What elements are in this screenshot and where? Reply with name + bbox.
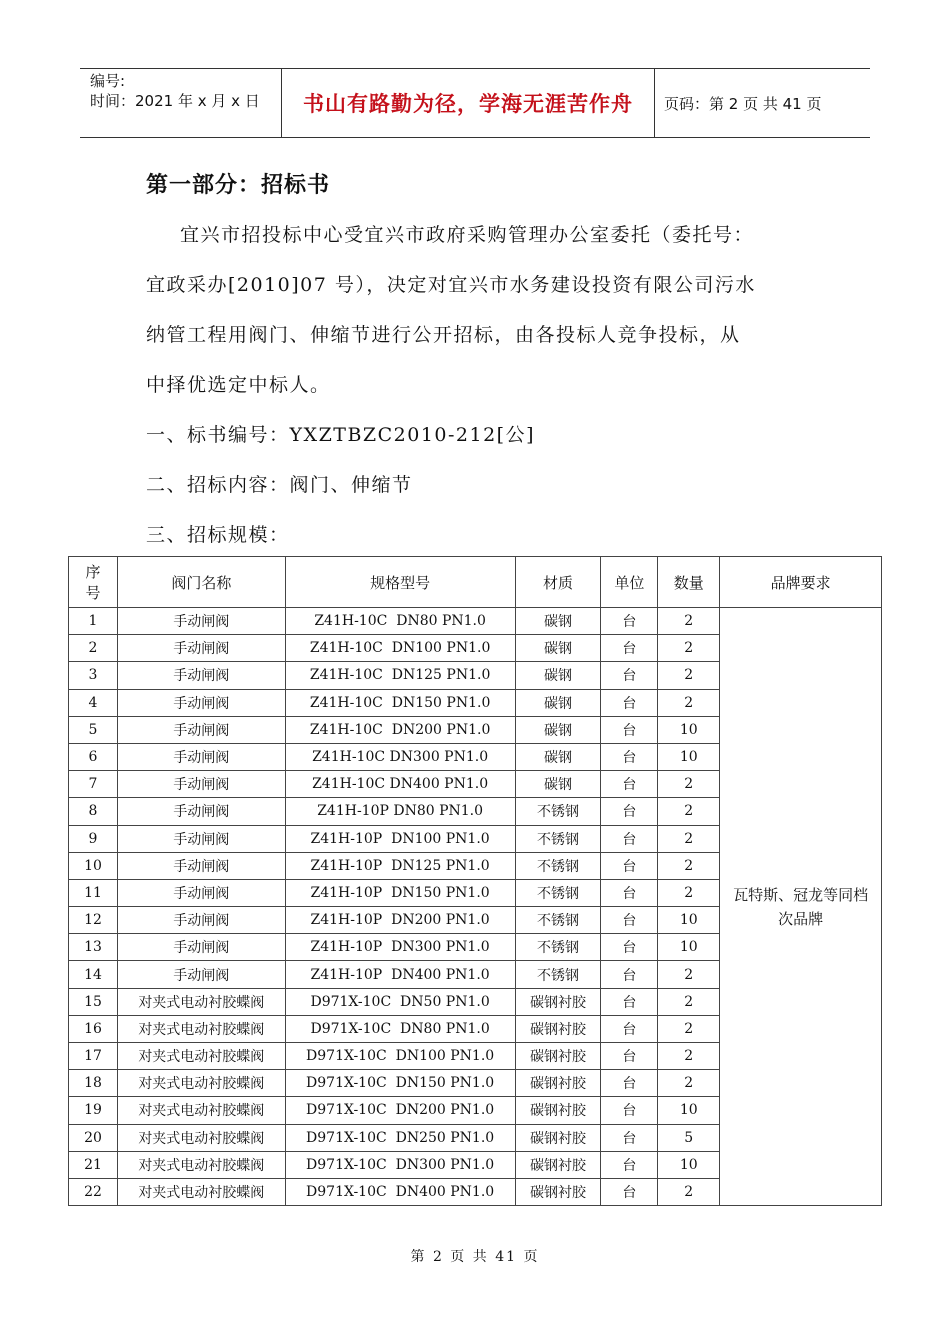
bid-content-item: 二、招标内容：阀门、伸缩节 [146,474,413,496]
cell-valve-name: 对夹式电动衬胶蝶阀 [117,1097,285,1124]
cell-valve-name: 手动闸阀 [117,716,285,743]
cell-valve-name: 对夹式电动衬胶蝶阀 [117,1124,285,1151]
cell-valve-name: 对夹式电动衬胶蝶阀 [117,1178,285,1205]
col-header-material: 材质 [515,557,601,608]
cell-quantity: 10 [658,716,720,743]
table-header-row [69,557,882,608]
cell-valve-name: 手动闸阀 [117,743,285,770]
cell-quantity: 2 [658,879,720,906]
cell-material: 碳钢 [515,662,601,689]
cell-unit: 台 [601,1178,658,1205]
cell-quantity: 2 [658,662,720,689]
cell-material: 碳钢 [515,635,601,662]
cell-valve-name: 对夹式电动衬胶蝶阀 [117,1015,285,1042]
header-motto: 书山有路勤为径，学海无涯苦作舟 [282,69,655,137]
document-time: 时间：2021 年 x 月 x 日 [90,92,260,110]
cell-valve-name: 手动闸阀 [117,934,285,961]
cell-index: 18 [69,1070,118,1097]
cell-valve-name: 手动闸阀 [117,771,285,798]
cell-spec: Z41H-10P DN150 PN1.0 [285,879,515,906]
page-footer: 第 2 页 共 41 页 [410,1249,540,1265]
cell-unit: 台 [601,798,658,825]
cell-index: 2 [69,635,118,662]
cell-index: 14 [69,961,118,988]
cell-index: 22 [69,1178,118,1205]
cell-valve-name: 手动闸阀 [117,635,285,662]
cell-unit: 台 [601,662,658,689]
cell-quantity: 10 [658,1097,720,1124]
cell-unit: 台 [601,1043,658,1070]
cell-unit: 台 [601,1097,658,1124]
cell-material: 碳钢衬胶 [515,1178,601,1205]
header-meta [80,69,282,137]
intro-paragraph [146,210,826,410]
cell-quantity: 2 [658,852,720,879]
cell-unit: 台 [601,988,658,1015]
cell-spec: D971X-10C DN80 PN1.0 [285,1015,515,1042]
cell-index: 21 [69,1151,118,1178]
cell-quantity: 10 [658,1151,720,1178]
cell-spec: D971X-10C DN200 PN1.0 [285,1097,515,1124]
cell-spec: Z41H-10P DN125 PN1.0 [285,852,515,879]
cell-valve-name: 对夹式电动衬胶蝶阀 [117,1043,285,1070]
cell-quantity: 2 [658,1178,720,1205]
cell-index: 7 [69,771,118,798]
section-title: 第一部分：招标书 [146,172,331,198]
cell-spec: Z41H-10C DN200 PN1.0 [285,716,515,743]
cell-material: 不锈钢 [515,852,601,879]
cell-spec: Z41H-10P DN100 PN1.0 [285,825,515,852]
cell-index: 17 [69,1043,118,1070]
cell-index: 10 [69,852,118,879]
intro-line: 宜政采办[2010]07 号），决定对宜兴市水务建设投资有限公司污水 [146,274,756,296]
col-header-index: 序号 [69,557,118,608]
cell-index: 15 [69,988,118,1015]
cell-material: 碳钢 [515,716,601,743]
cell-valve-name: 手动闸阀 [117,852,285,879]
cell-quantity: 2 [658,988,720,1015]
cell-quantity: 2 [658,608,720,635]
col-header-spec: 规格型号 [285,557,515,608]
cell-spec: Z41H-10C DN300 PN1.0 [285,743,515,770]
cell-spec: D971X-10C DN100 PN1.0 [285,1043,515,1070]
cell-quantity: 2 [658,798,720,825]
cell-spec: D971X-10C DN50 PN1.0 [285,988,515,1015]
cell-valve-name: 手动闸阀 [117,798,285,825]
cell-quantity: 2 [658,1043,720,1070]
cell-quantity: 10 [658,907,720,934]
cell-index: 20 [69,1124,118,1151]
cell-spec: Z41H-10P DN300 PN1.0 [285,934,515,961]
cell-material: 碳钢 [515,771,601,798]
page-header [80,68,870,138]
cell-index: 8 [69,798,118,825]
cell-index: 19 [69,1097,118,1124]
cell-unit: 台 [601,716,658,743]
cell-quantity: 2 [658,1015,720,1042]
cell-material: 碳钢衬胶 [515,1043,601,1070]
cell-spec: Z41H-10P DN80 PN1.0 [285,798,515,825]
cell-material: 碳钢衬胶 [515,1151,601,1178]
intro-line: 中择优选定中标人。 [146,374,331,396]
cell-unit: 台 [601,825,658,852]
cell-quantity: 2 [658,1070,720,1097]
cell-unit: 台 [601,1124,658,1151]
cell-unit: 台 [601,1151,658,1178]
cell-material: 碳钢 [515,743,601,770]
cell-brand-requirement: 瓦特斯、冠龙等同档次品牌 [720,608,882,1206]
cell-material: 不锈钢 [515,825,601,852]
cell-unit: 台 [601,852,658,879]
cell-material: 不锈钢 [515,798,601,825]
cell-quantity: 10 [658,934,720,961]
cell-valve-name: 手动闸阀 [117,825,285,852]
header-page-code: 页码：第 2 页 共 41 页 [664,94,822,113]
cell-unit: 台 [601,907,658,934]
cell-spec: Z41H-10C DN125 PN1.0 [285,662,515,689]
cell-spec: Z41H-10P DN200 PN1.0 [285,907,515,934]
cell-spec: Z41H-10C DN150 PN1.0 [285,689,515,716]
cell-quantity: 2 [658,635,720,662]
cell-material: 不锈钢 [515,934,601,961]
document-number-label: 编号: [90,72,126,90]
cell-unit: 台 [601,689,658,716]
cell-index: 4 [69,689,118,716]
cell-valve-name: 对夹式电动衬胶蝶阀 [117,1151,285,1178]
cell-unit: 台 [601,743,658,770]
col-header-valve-name: 阀门名称 [117,557,285,608]
cell-unit: 台 [601,1070,658,1097]
cell-index: 12 [69,907,118,934]
col-header-quantity: 数量 [658,557,720,608]
valve-table [68,556,882,1206]
cell-material: 碳钢衬胶 [515,1070,601,1097]
cell-valve-name: 手动闸阀 [117,689,285,716]
cell-quantity: 2 [658,771,720,798]
cell-index: 16 [69,1015,118,1042]
col-header-brand: 品牌要求 [720,557,882,608]
cell-spec: D971X-10C DN150 PN1.0 [285,1070,515,1097]
intro-line: 宜兴市招投标中心受宜兴市政府采购管理办公室委托（委托号： [180,224,755,246]
cell-unit: 台 [601,771,658,798]
cell-quantity: 2 [658,825,720,852]
cell-index: 11 [69,879,118,906]
cell-index: 6 [69,743,118,770]
cell-spec: Z41H-10P DN400 PN1.0 [285,961,515,988]
cell-unit: 台 [601,961,658,988]
cell-unit: 台 [601,934,658,961]
cell-unit: 台 [601,879,658,906]
cell-material: 碳钢衬胶 [515,1124,601,1151]
intro-line: 纳管工程用阀门、伸缩节进行公开招标，由各投标人竞争投标，从 [146,324,741,346]
cell-quantity: 5 [658,1124,720,1151]
cell-quantity: 2 [658,689,720,716]
cell-quantity: 2 [658,961,720,988]
cell-material: 碳钢 [515,689,601,716]
cell-material: 不锈钢 [515,907,601,934]
cell-spec: Z41H-10C DN400 PN1.0 [285,771,515,798]
cell-index: 3 [69,662,118,689]
cell-material: 不锈钢 [515,961,601,988]
cell-index: 9 [69,825,118,852]
table-row [69,608,882,635]
cell-valve-name: 手动闸阀 [117,961,285,988]
cell-unit: 台 [601,635,658,662]
cell-index: 5 [69,716,118,743]
cell-valve-name: 手动闸阀 [117,907,285,934]
cell-index: 1 [69,608,118,635]
col-header-unit: 单位 [601,557,658,608]
bid-number-item: 一、标书编号：YXZTBZC2010-212[公] [146,424,536,446]
cell-index: 13 [69,934,118,961]
cell-spec: D971X-10C DN300 PN1.0 [285,1151,515,1178]
cell-valve-name: 对夹式电动衬胶蝶阀 [117,1070,285,1097]
cell-valve-name: 手动闸阀 [117,879,285,906]
cell-spec: D971X-10C DN400 PN1.0 [285,1178,515,1205]
cell-unit: 台 [601,608,658,635]
cell-material: 碳钢衬胶 [515,1015,601,1042]
cell-valve-name: 对夹式电动衬胶蝶阀 [117,988,285,1015]
bid-scale-item: 三、招标规模： [146,524,290,546]
cell-valve-name: 手动闸阀 [117,608,285,635]
cell-material: 碳钢衬胶 [515,988,601,1015]
cell-material: 碳钢衬胶 [515,1097,601,1124]
cell-valve-name: 手动闸阀 [117,662,285,689]
cell-spec: D971X-10C DN250 PN1.0 [285,1124,515,1151]
cell-quantity: 10 [658,743,720,770]
cell-unit: 台 [601,1015,658,1042]
cell-material: 碳钢 [515,608,601,635]
cell-spec: Z41H-10C DN80 PN1.0 [285,608,515,635]
cell-material: 不锈钢 [515,879,601,906]
cell-spec: Z41H-10C DN100 PN1.0 [285,635,515,662]
